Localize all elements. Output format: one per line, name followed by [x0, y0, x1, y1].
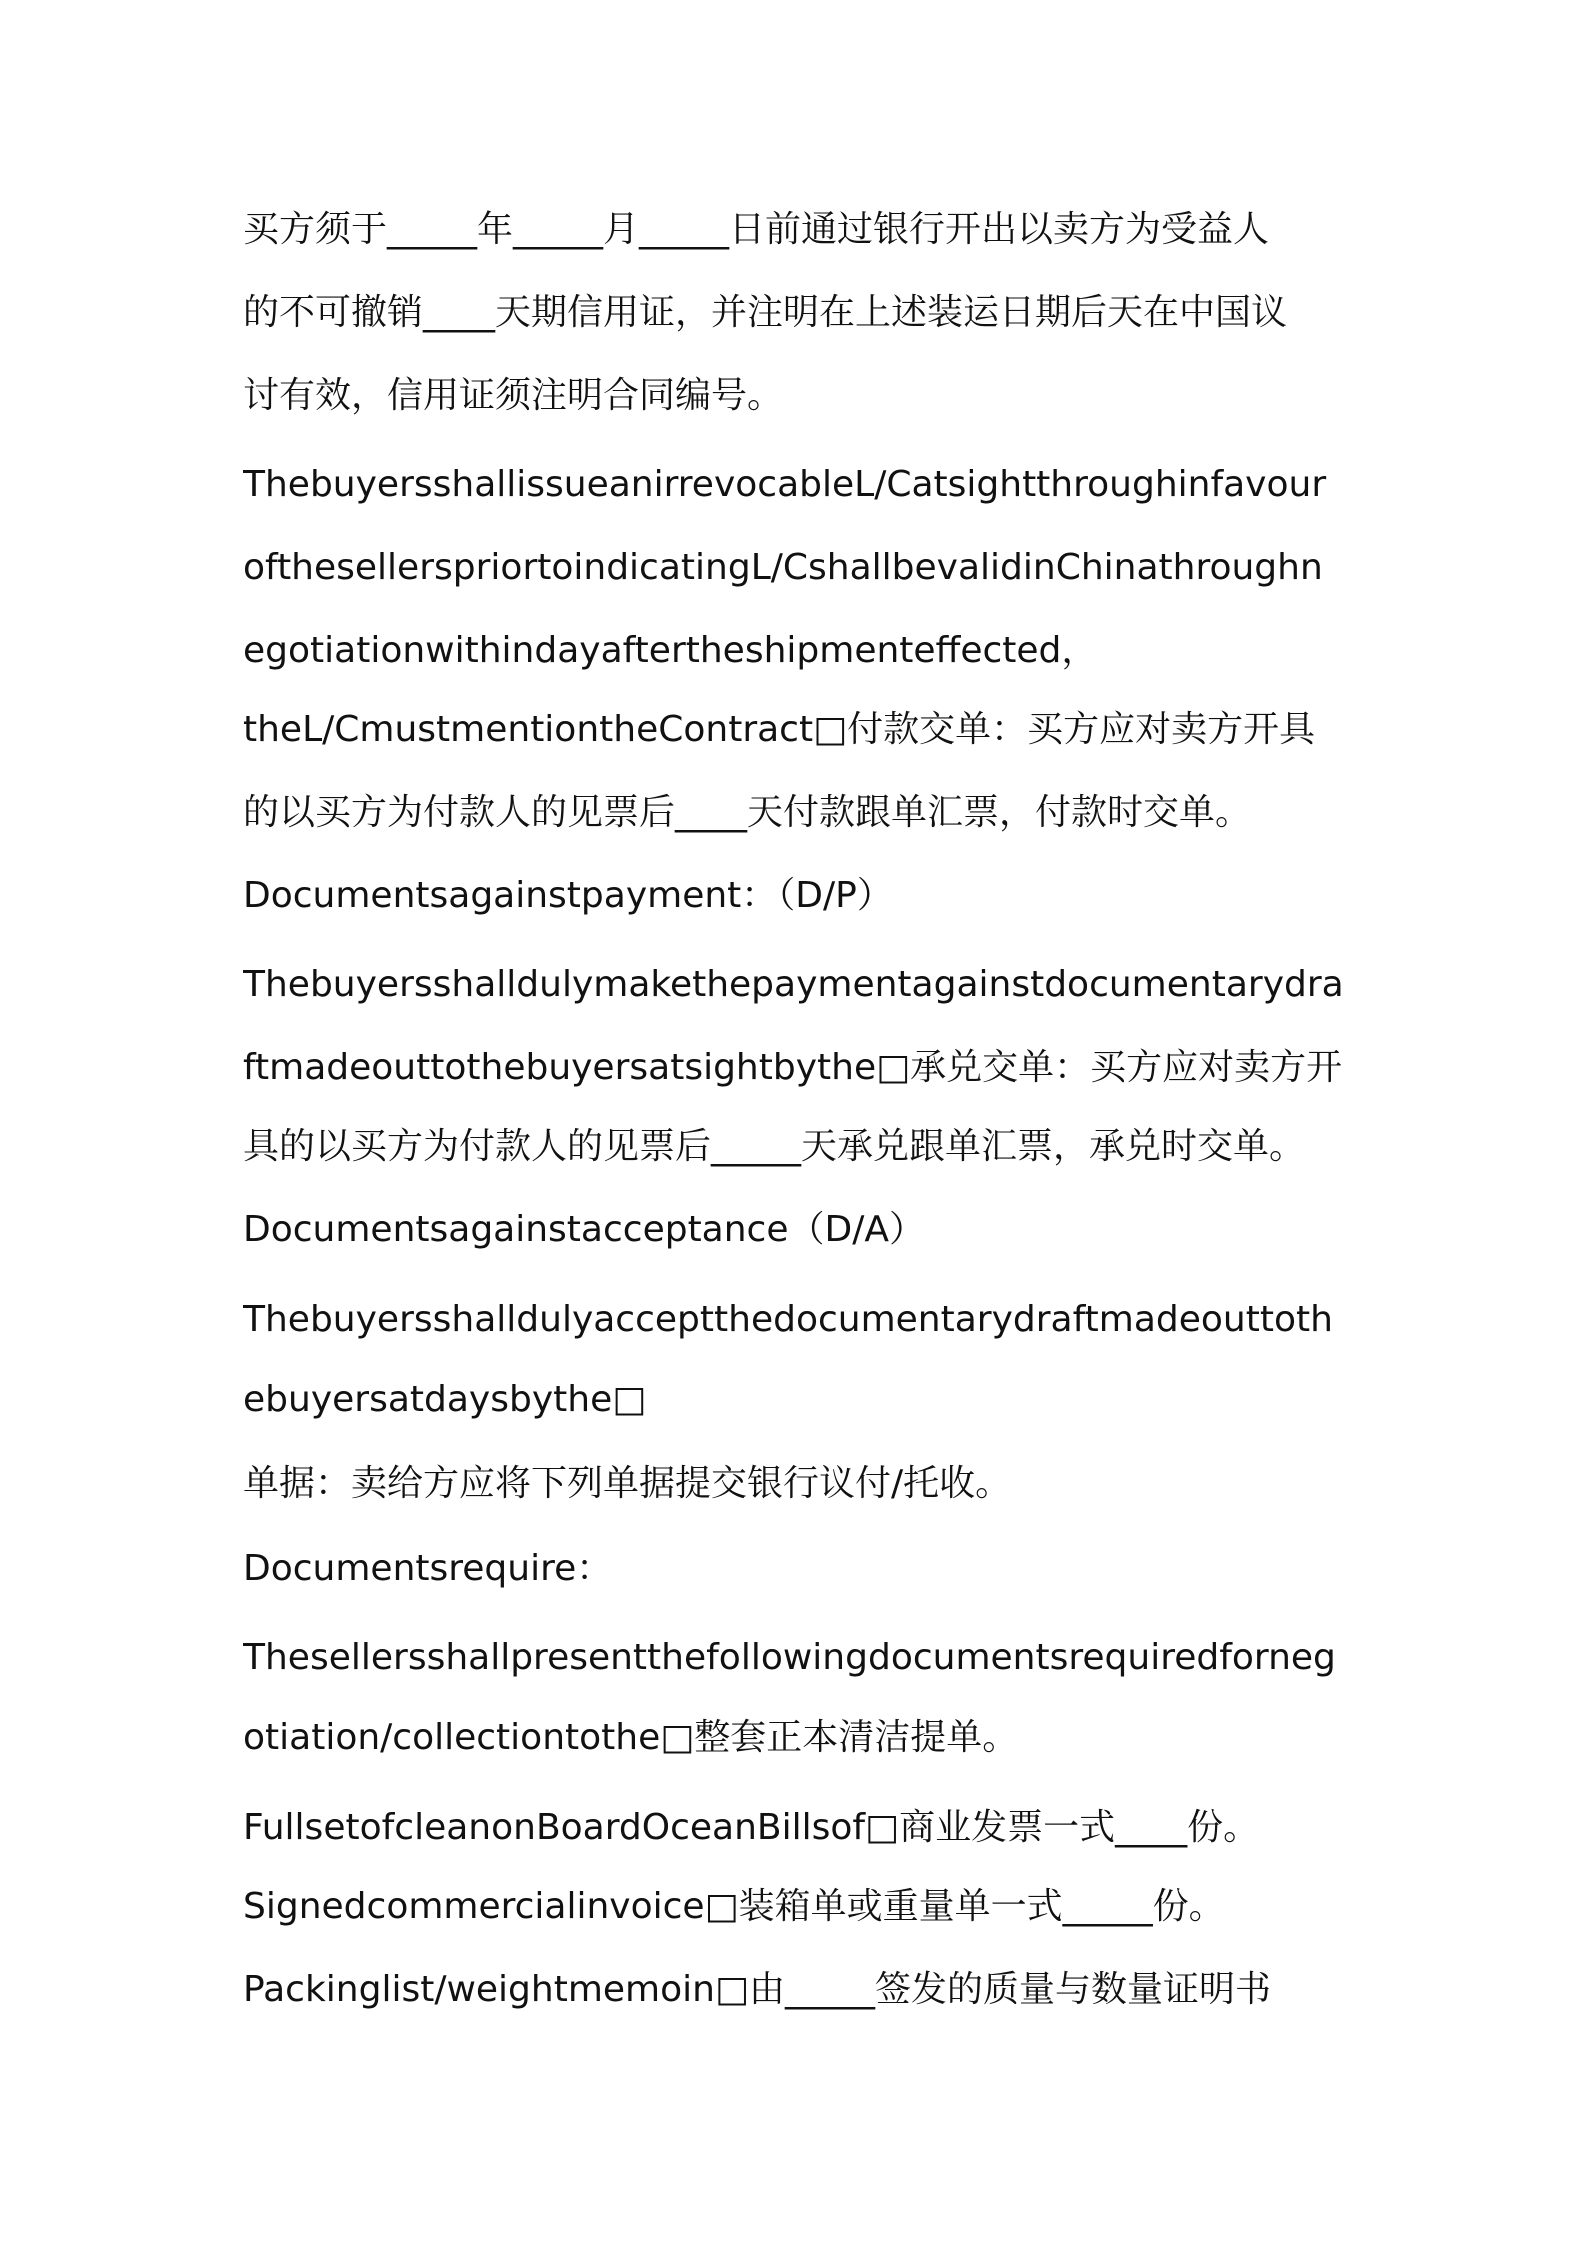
text-line: 买方须于_____年_____月_____日前通过银行开出以卖方为受益人: [243, 209, 1270, 250]
text-line: Documentsagainstpayment：（D/P）: [243, 875, 893, 916]
text-line: FullsetofcleanonBoardOceanBillsof□商业发票一式____份。: [243, 1807, 1260, 1848]
text-line: 的以买方为付款人的见票后____天付款跟单汇票，付款时交单。: [243, 792, 1252, 833]
text-line: 的不可撤销____天期信用证，并注明在上述装运日期后天在中国议: [243, 292, 1288, 333]
text-line: ThebuyersshallissueanirrevocableL/Catsightthroughinfavour: [243, 464, 1327, 505]
text-line: 具的以买方为付款人的见票后_____天承兑跟单汇票，承兑时交单。: [243, 1126, 1306, 1167]
text-line: Documentsrequire：: [243, 1548, 613, 1589]
text-line: 讨有效，信用证须注明合同编号。: [243, 375, 784, 416]
text-line: ftmadeouttothebuyersatsightbythe□承兑交单：买方应对卖方开: [243, 1047, 1343, 1088]
text-line: Signedcommercialinvoice□装箱单或重量单一式_____份。: [243, 1886, 1225, 1927]
text-line: ebuyersatdaysbythe□: [243, 1379, 647, 1420]
text-line: theL/CmustmentiontheContract□付款交单：买方应对卖方开具: [243, 709, 1316, 750]
text-line: egotiationwithindayaftertheshipmenteffected，: [243, 630, 1098, 671]
text-line: 单据：卖给方应将下列单据提交银行议付/托收。: [243, 1463, 1012, 1504]
text-line: Thesellersshallpresentthefollowingdocumentsrequiredforneg: [243, 1637, 1336, 1678]
text-line: otiation/collectiontothe□整套正本清洁提单。: [243, 1717, 1019, 1758]
text-line: Documentsagainstacceptance（D/A）: [243, 1209, 925, 1250]
text-line: Thebuyersshalldulymakethepaymentagainstdocumentarydra: [243, 964, 1344, 1005]
text-line: Packinglist/weightmemoin□由_____签发的质量与数量证明书: [243, 1969, 1271, 2010]
text-line: ofthesellerspriortoindicatingL/CshallbevalidinChinathroughn: [243, 547, 1323, 588]
text-line: Thebuyersshalldulyacceptthedocumentarydraftmadeouttoth: [243, 1299, 1333, 1340]
